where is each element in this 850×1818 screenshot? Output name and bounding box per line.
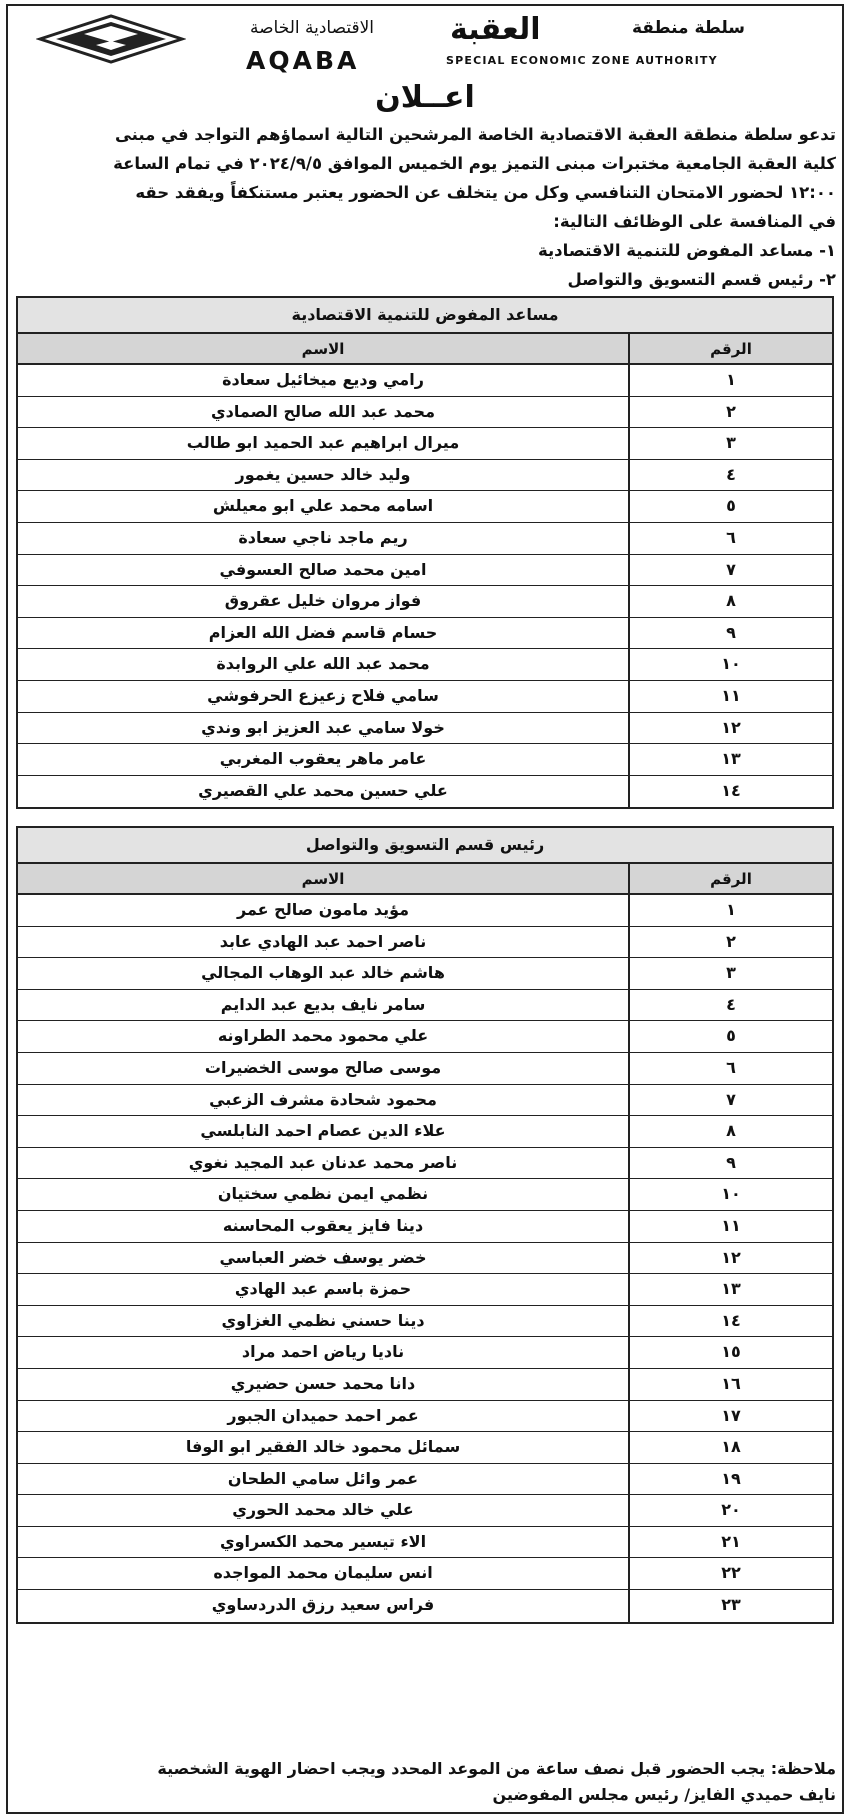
table-row [18,1432,832,1464]
row-number: ١٦ [628,1369,832,1400]
row-number: ٩ [628,618,832,649]
candidate-name: ميرال ابراهيم عبد الحميد ابو طالب [186,433,460,453]
intro-line: ١٢:٠٠ لحضور الامتحان التنافسي وكل من يتخلف عن الحضور يعتبر مستنكفاً ويفقد حقه [135,183,836,202]
candidate-name: علي محمود محمد الطراونه [217,1026,429,1046]
table-row [18,1527,832,1559]
row-number: ١٤ [628,776,832,808]
table-row [18,1085,832,1117]
table-row [18,776,832,808]
signature-text: نايف حميدي الفايز/ رئيس مجلس المفوضين [492,1785,836,1804]
footer-note [14,1756,836,1808]
table-row [18,555,832,587]
row-number: ١٣ [628,744,832,775]
aqaba-logo-icon [36,12,186,66]
row-number: ١ [628,895,832,926]
row-number: ٣ [628,428,832,459]
table-row [18,1590,832,1622]
table-row [18,1337,832,1369]
row-number: ٦ [628,1053,832,1084]
column-header-number: الرقم [628,334,832,363]
brand-arabic-aqaba: العقبة [450,12,541,47]
row-number: ١٧ [628,1401,832,1432]
row-number: ١٢ [628,1243,832,1274]
candidate-name: نظمي ايمن نظمي سختيان [217,1184,429,1204]
table-body [18,895,832,1622]
row-number: ٢ [628,927,832,958]
candidate-name: حمزة باسم عبد الهادي [234,1279,412,1299]
row-number: ١٥ [628,1337,832,1368]
table-row [18,681,832,713]
table-title: رئيس قسم التسويق والتواصل [18,828,832,864]
table-row [18,365,832,397]
table-body [18,365,832,807]
row-number: ١ [628,365,832,396]
table-row [18,1369,832,1401]
row-number: ٧ [628,1085,832,1116]
table-row [18,1021,832,1053]
intro-job-2: ٢- رئيس قسم التسويق والتواصل [567,270,836,289]
candidate-name: علاء الدين عصام احمد النابلسي [200,1121,446,1141]
candidate-name: ناصر احمد عبد الهادي عابد [219,931,427,951]
row-number: ١٠ [628,1179,832,1210]
column-header-name: الاسم [301,870,345,888]
candidate-name: علي حسين محمد علي القصيري [198,780,448,800]
table-row [18,1401,832,1433]
candidate-name: سمائل محمود خالد الفقير ابو الوفا [185,1437,461,1457]
row-number: ١١ [628,1211,832,1242]
row-number: ١٠ [628,649,832,680]
row-number: ٦ [628,523,832,554]
table-row [18,1116,832,1148]
candidate-name: ريم ماجد ناجي سعادة [238,527,408,547]
table-row [18,927,832,959]
candidate-name: انس سليمان محمد المواجده [213,1563,433,1583]
row-number: ٥ [628,491,832,522]
candidate-name: دينا فايز يعقوب المحاسنه [222,1215,424,1235]
candidates-table-economic-development [16,296,834,809]
table-row [18,895,832,927]
candidate-name: سامر نايف بديع عبد الدايم [220,994,426,1014]
brand-arabic-special-economic: الاقتصادية الخاصة [250,18,375,38]
candidate-name: وليد خالد حسين يغمور [235,464,411,484]
row-number: ٢٢ [628,1558,832,1589]
candidate-name: هاشم خالد عبد الوهاب المجالي [201,963,445,983]
row-number: ١٢ [628,713,832,744]
row-number: ١٤ [628,1306,832,1337]
candidate-name: محمد عبد الله علي الروابدة [216,654,430,674]
table-row [18,1179,832,1211]
note-text: ملاحظة: يجب الحضور قبل نصف ساعة من الموعد المحدد ويجب احضار الهوية الشخصية [157,1759,836,1778]
row-number: ٤ [628,460,832,491]
row-number: ٨ [628,586,832,617]
brand-arabic-authority: سلطة منطقة [632,18,746,38]
row-number: ٣ [628,958,832,989]
candidate-name: محمود شحادة مشرف الزعبي [209,1089,437,1109]
candidate-name: خولا سامي عبد العزيز ابو وندي [201,717,445,737]
candidate-name: الاء تيسير محمد الكسراوي [219,1531,427,1551]
table-row [18,586,832,618]
candidate-name: علي خالد محمد الحوري [232,1500,414,1520]
candidate-name: عمر احمد حميدان الجبور [227,1405,419,1425]
column-header-name: الاسم [301,340,345,358]
row-number: ٥ [628,1021,832,1052]
intro-job-1: ١- مساعد المفوض للتنمية الاقتصادية [537,241,836,260]
candidate-name: اسامه محمد علي ابو معيلش [212,496,434,516]
row-number: ٤ [628,990,832,1021]
candidate-name: محمد عبد الله صالح الصمادي [211,401,435,421]
table-row [18,618,832,650]
row-number: ٢١ [628,1527,832,1558]
row-number: ٢٣ [628,1590,832,1622]
row-number: ٨ [628,1116,832,1147]
column-header-number: الرقم [628,864,832,893]
brand-english-aqaba: AQABA [246,46,360,75]
candidate-name: حسام قاسم فضل الله العزام [208,622,438,642]
row-number: ٢٠ [628,1495,832,1526]
candidate-name: فواز مروان خليل عقروق [224,591,422,611]
table-row [18,460,832,492]
table-row [18,1558,832,1590]
page-title: اعــلان [375,80,475,115]
table-row [18,713,832,745]
candidates-table-marketing [16,826,834,1624]
row-number: ٢ [628,397,832,428]
brand-english-authority: SPECIAL ECONOMIC ZONE AUTHORITY [446,54,718,67]
intro-line: تدعو سلطة منطقة العقبة الاقتصادية الخاصة المرشحين التالية اسماؤهم التواجد في مبنى [114,125,836,144]
candidate-name: دانا محمد حسن حضيري [230,1373,416,1393]
table-header-row [18,334,832,365]
table-row [18,491,832,523]
row-number: ١٣ [628,1274,832,1305]
row-number: ١١ [628,681,832,712]
table-row [18,1464,832,1496]
candidate-name: دينا حسني نظمي الغزاوي [221,1310,425,1330]
candidate-name: ناديا رياض احمد مراد [241,1342,405,1362]
row-number: ٩ [628,1148,832,1179]
intro-line: في المنافسة على الوظائف التالية: [553,212,836,231]
table-title: مساعد المفوض للتنمية الاقتصادية [18,298,832,334]
table-header-row [18,864,832,895]
table-row [18,990,832,1022]
row-number: ٧ [628,555,832,586]
table-row [18,1274,832,1306]
candidate-name: خضر يوسف خضر العباسي [219,1247,427,1267]
header [14,6,836,75]
row-number: ١٩ [628,1464,832,1495]
candidate-name: موسى صالح موسى الخضيرات [204,1057,442,1077]
table-row [18,1053,832,1085]
table-row [18,1148,832,1180]
candidate-name: فراس سعيد رزق الدردساوي [211,1595,435,1615]
table-row [18,1306,832,1338]
candidate-name: رامي وديع ميخائيل سعادة [222,370,424,389]
table-row [18,1495,832,1527]
table-row [18,1211,832,1243]
table-row [18,744,832,776]
table-row [18,397,832,429]
candidate-name: ناصر محمد عدنان عبد المجيد نغوي [188,1152,458,1172]
candidate-name: مؤيد مامون صالح عمر [236,900,410,919]
intro-paragraph [14,120,836,294]
table-row [18,523,832,555]
candidate-name: عامر ماهر يعقوب المغربي [219,749,427,769]
candidate-name: عمر وائل سامي الطحان [227,1468,419,1488]
table-row [18,1243,832,1275]
row-number: ١٨ [628,1432,832,1463]
table-row [18,958,832,990]
table-row [18,428,832,460]
intro-line: كلية العقبة الجامعية مختبرات مبنى التميز يوم الخميس الموافق ٢٠٢٤/٩/٥ في تمام الساعة [113,154,836,173]
candidate-name: سامي فلاح زعيزع الحرفوشي [207,685,439,705]
candidate-name: امين محمد صالح العسوفي [219,559,427,579]
table-row [18,649,832,681]
